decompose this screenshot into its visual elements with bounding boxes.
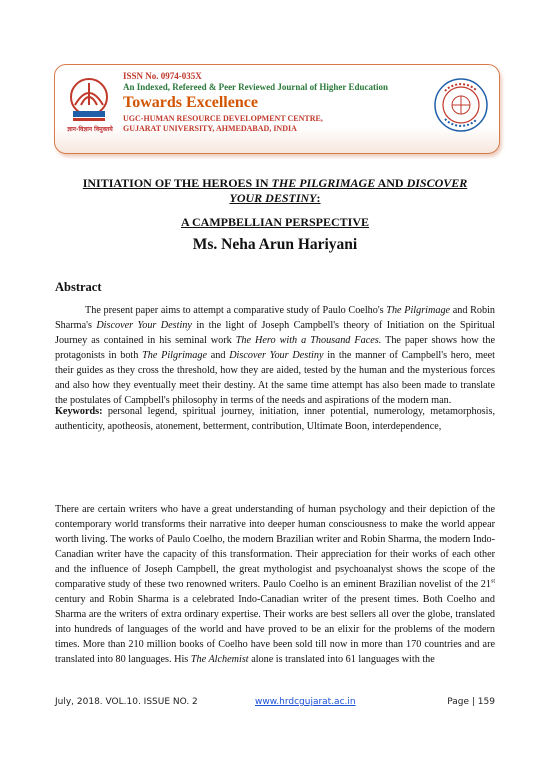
article-title-line-2: YOUR DESTINY: [229, 191, 321, 205]
superscript: st [490, 578, 495, 585]
journal-header [54, 64, 500, 154]
text-run: in the light of Joseph Campbell's theory of Initiation on the Spiritual Journey as contained in his seminal work [55, 320, 496, 346]
logo-caption: ज्ञान-विज्ञान विमुक्तये [67, 126, 113, 133]
text-run: in the manner of Campbell's hero, meet their guides as they cross the threshold, how they are aided, tested by the human and the mysterious forces and also how they eventually meet their destiny. At the same time attempt has also been made to translate the postulates of Campbell's philosophy in terms of the needs and aspirations of the modern man. [55, 350, 495, 406]
intro-paragraph [55, 502, 495, 667]
centre-line-1: UGC-HUMAN RESOURCE DEVELOPMENT CENTRE, [123, 114, 323, 123]
keywords-text: personal legend, spiritual journey, initiation, inner potential, numerology, metamorphosis, authenticity, apotheosis, atonement, betterment, contribution, Ultimate Boon, interdependence, [55, 406, 495, 432]
article-title-line-1: INITIATION OF THE HEROES IN THE PILGRIMAGE AND DISCOVER [82, 176, 468, 190]
text-run: There are certain writers who have a great understanding of human psychology and their depiction of the contemporary world transforms their narrative into deeper human consciousness to make the world appear worth living. The works of Paulo Coelho, the modern Brazilian writer and Robin Sharma, the modern Indo-Canadian writer have the capacity of this transformation. Their appreciation for their works of each other and the influence of Joseph Campbell, the great mythologist and psychoanalyst shows the scope of the comparative study of these two renowned writers. Paulo Coelho is an eminent Brazilian novelist of the 21 [55, 504, 495, 590]
website-link[interactable]: www.hrdcgujarat.ac.in [255, 697, 356, 707]
page-number: Page | 159 [447, 697, 495, 707]
abstract-heading: Abstract [55, 280, 102, 294]
centre-seal-icon [433, 77, 489, 133]
issn: ISSN No. 0974-035X [123, 71, 202, 81]
page-footer [55, 697, 495, 711]
keywords [55, 404, 495, 434]
italic-text: The Pilgrimage [142, 350, 207, 361]
italic-text: The Pilgrimage [386, 305, 451, 316]
text-run: The paper shows how the protagonists in both [55, 335, 495, 361]
journal-info [123, 71, 423, 134]
issue-info: July, 2018. VOL.10. ISSUE NO. 2 [55, 697, 198, 707]
text-run: alone is translated into 61 languages with the [248, 654, 435, 665]
text-run: The present paper aims to attempt a comparative study of Paulo Coelho's [85, 305, 387, 316]
italic-text: Discover Your Destiny [229, 350, 324, 361]
text-run: century and Robin Sharma is a celebrated Indo-Canadian writer of the present times. Both Coelho and Sharma are the writers of extra ordinary expertise. Their works are best sellers all over the globe, translated into hundreds of languages of the world and have proved to be an elixir for the problems of the modern times. More than 210 million books of Coelho have been sold till now in more than 170 countries and are translated into 80 languages. His [55, 594, 495, 665]
text-run: and [206, 350, 230, 361]
text-run: and Robin Sharma's [55, 305, 495, 331]
italic-text: The Hero with a Thousand Faces. [235, 335, 382, 346]
author-name: Ms. Neha Arun Hariyani [192, 236, 358, 253]
journal-tagline: An Indexed, Refereed & Peer Reviewed Journal of Higher Education [123, 82, 388, 92]
abstract-paragraph [55, 303, 495, 408]
article-title [60, 176, 490, 206]
italic-text: The Alchemist [190, 654, 249, 665]
keywords-label: Keywords: [55, 406, 103, 417]
centre-line-2: GUJARAT UNIVERSITY, AHMEDABAD, INDIA [123, 124, 297, 133]
journal-title: Towards Excellence [123, 94, 258, 111]
italic-text: Discover Your Destiny [96, 320, 192, 331]
article-subtitle: A CAMPBELLIAN PERSPECTIVE [180, 215, 370, 229]
